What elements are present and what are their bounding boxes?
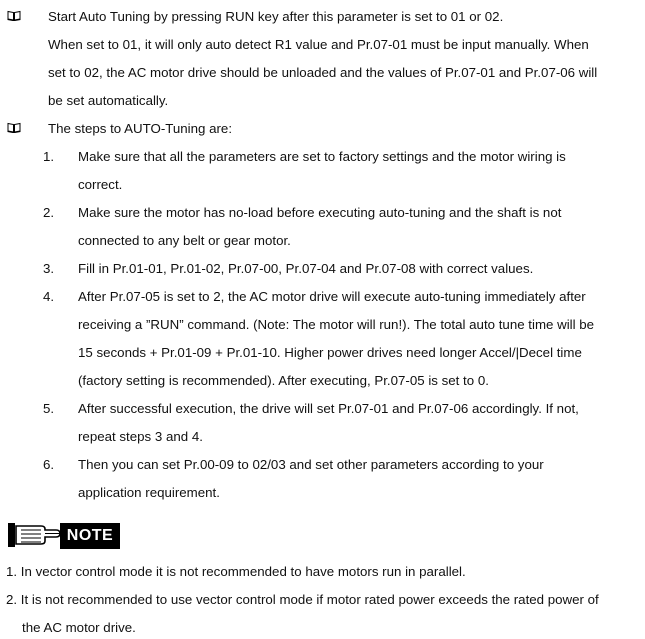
step-line: Then you can set Pr.00-09 to 02/03 and set other parameters according to your xyxy=(78,457,544,472)
step-line: application requirement. xyxy=(78,485,220,500)
paragraph-line: Start Auto Tuning by pressing RUN key after this parameter is set to 01 or 02. xyxy=(48,9,504,24)
step-line: Make sure that all the parameters are set to factory settings and the motor wiring is xyxy=(78,149,566,164)
paragraph-line: be set automatically. xyxy=(48,93,169,108)
section-heading: The steps to AUTO-Tuning are: xyxy=(48,121,233,136)
step-line: After successful execution, the drive will set Pr.07-01 and Pr.07-06 accordingly. If not, xyxy=(78,401,579,416)
step-line: Fill in Pr.01-01, Pr.01-02, Pr.07-00, Pr.07-04 and Pr.07-08 with correct values. xyxy=(78,261,534,276)
step-line: Make sure the motor has no-load before executing auto-tuning and the shaft is not xyxy=(78,205,562,220)
step-number: 5. xyxy=(43,401,55,416)
note-item: the AC motor drive. xyxy=(22,620,136,635)
step-line: receiving a ”RUN” command. (Note: The motor will run!). The total auto tune time will be xyxy=(78,317,595,332)
step-line: (factory setting is recommended). After executing, Pr.07-05 is set to 0. xyxy=(78,373,489,388)
step-number: 6. xyxy=(43,457,55,472)
step-line: 15 seconds + Pr.01-09 + Pr.01-10. Higher power drives need longer Accel/|Decel time xyxy=(78,345,582,360)
step-line: correct. xyxy=(78,177,123,192)
book-icon xyxy=(7,122,21,133)
note-item: 2. It is not recommended to use vector control mode if motor rated power exceeds the rated power of xyxy=(6,592,599,607)
step-number: 3. xyxy=(43,261,55,276)
step-number: 2. xyxy=(43,205,55,220)
note-label: NOTE xyxy=(60,523,120,549)
paragraph-line: When set to 01, it will only auto detect R1 value and Pr.07-01 must be input manually. When xyxy=(48,37,589,52)
step-number: 4. xyxy=(43,289,55,304)
step-line: connected to any belt or gear motor. xyxy=(78,233,291,248)
note-item: 1. In vector control mode it is not recommended to have motors run in parallel. xyxy=(6,564,466,579)
book-icon xyxy=(7,10,21,21)
step-line: repeat steps 3 and 4. xyxy=(78,429,203,444)
step-line: After Pr.07-05 is set to 2, the AC motor drive will execute auto-tuning immediately after xyxy=(78,289,586,304)
paragraph-line: set to 02, the AC motor drive should be unloaded and the values of Pr.07-01 and Pr.07-06 will xyxy=(48,65,598,80)
step-number: 1. xyxy=(43,149,55,164)
